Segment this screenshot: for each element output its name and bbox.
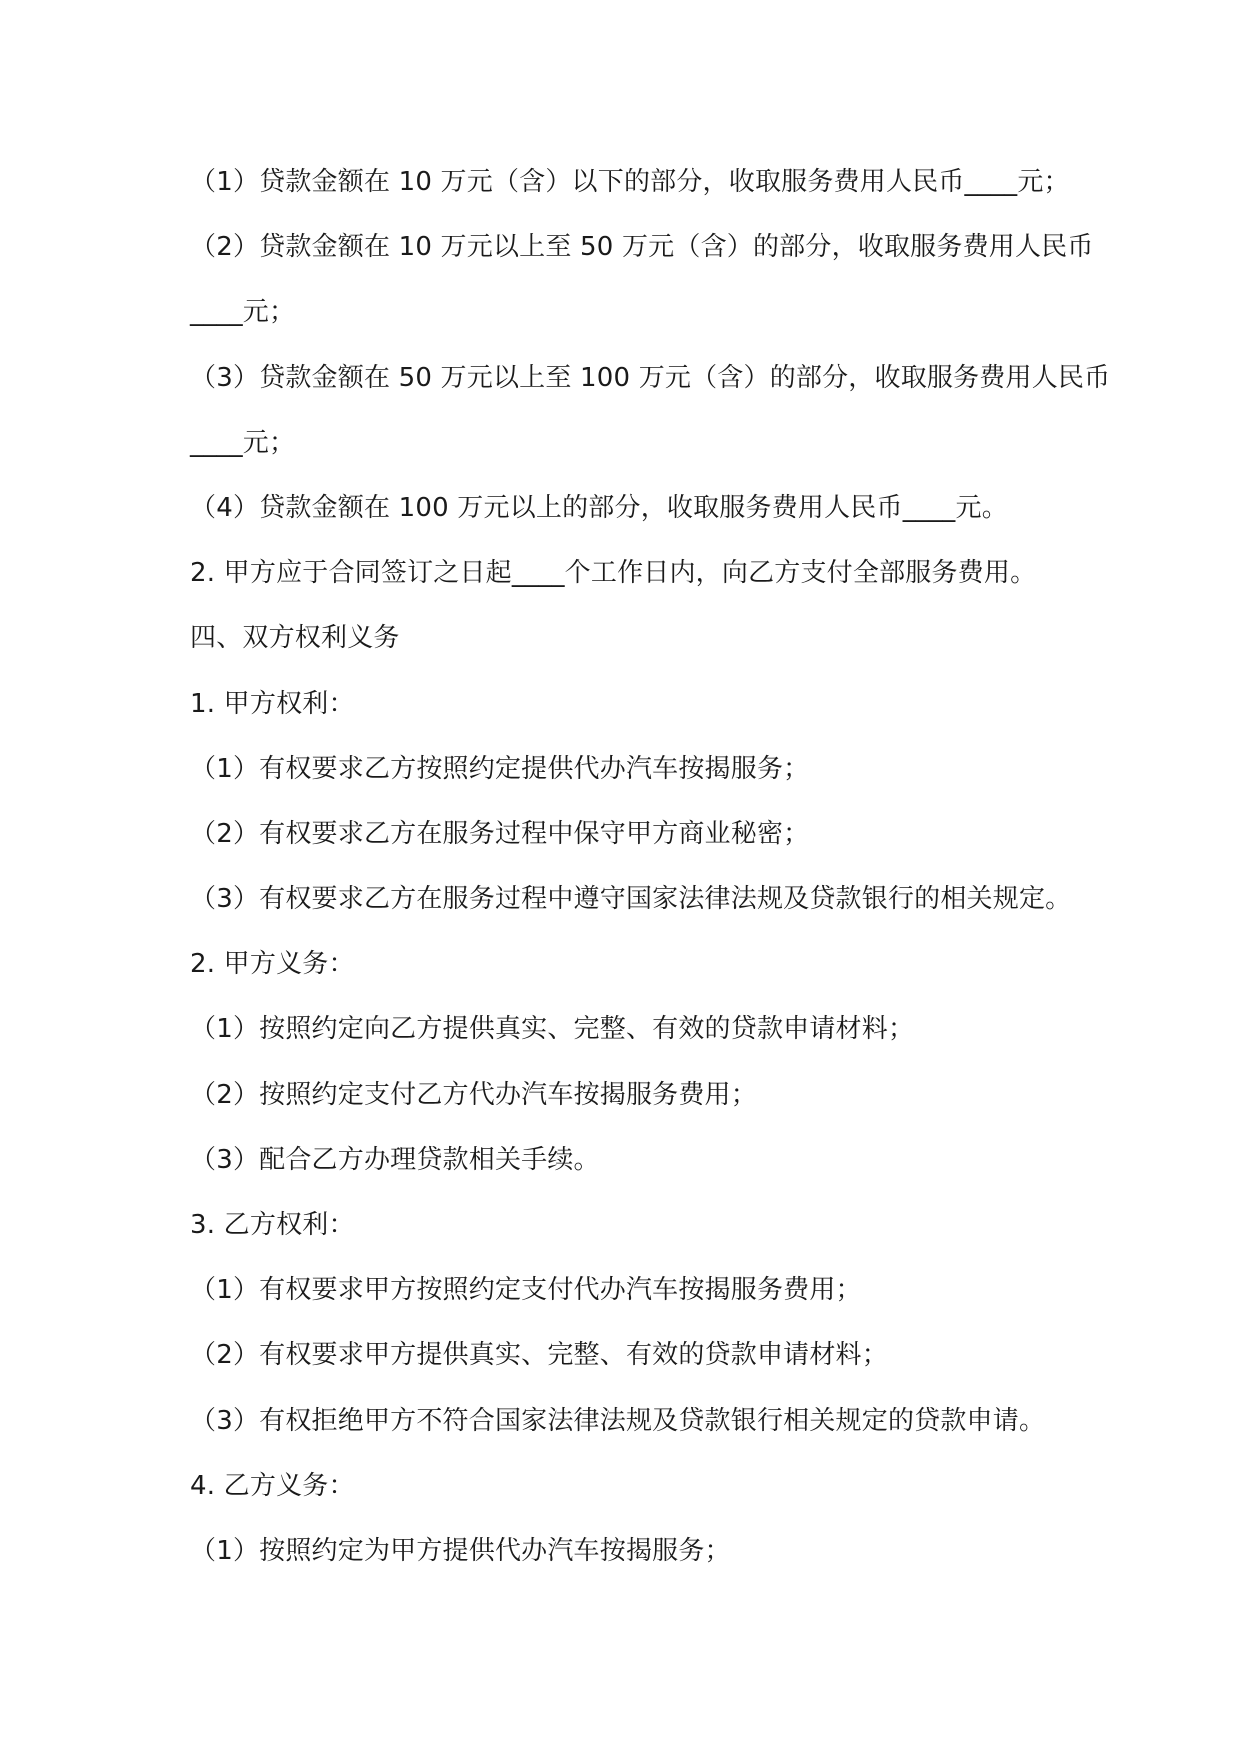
party-b-rights-heading: 3. 乙方权利：: [190, 1210, 355, 1240]
party-a-obligations-heading: 2. 甲方义务：: [190, 949, 355, 980]
party-b-right-1: （1）有权要求甲方按照约定支付代办汽车按揭服务费用；: [190, 1275, 862, 1306]
fee-tier-4: （4）贷款金额在 100 万元以上的部分，收取服务费用人民币____元。: [190, 492, 1008, 523]
party-a-obligation-1: （1）按照约定向乙方提供真实、完整、有效的贷款申请材料；: [190, 1014, 915, 1045]
party-a-right-2: （2）有权要求乙方在服务过程中保守甲方商业秘密；: [190, 818, 810, 849]
party-b-obligation-1: （1）按照约定为甲方提供代办汽车按揭服务；: [190, 1535, 731, 1566]
party-b-obligations-heading: 4. 乙方义务：: [190, 1470, 355, 1501]
fee-tier-3-continued: ____元；: [190, 427, 296, 458]
party-b-right-2: （2）有权要求甲方提供真实、完整、有效的贷款申请材料；: [190, 1340, 888, 1371]
fee-tier-2: （2）贷款金额在 10 万元以上至 50 万元（含）的部分，收取服务费用人民币: [190, 232, 1094, 263]
section-heading-rights-obligations: 四、双方权利义务: [190, 623, 400, 654]
fee-tier-3: （3）贷款金额在 50 万元以上至 100 万元（含）的部分，收取服务费用人民币: [190, 362, 1111, 393]
fee-tier-1: （1）贷款金额在 10 万元（含）以下的部分，收取服务费用人民币____元；: [190, 167, 1070, 197]
party-a-obligation-2: （2）按照约定支付乙方代办汽车按揭服务费用；: [190, 1079, 757, 1110]
party-a-right-3: （3）有权要求乙方在服务过程中遵守国家法律法规及贷款银行的相关规定。: [190, 884, 1072, 915]
party-b-right-3: （3）有权拒绝甲方不符合国家法律法规及贷款银行相关规定的贷款申请。: [190, 1405, 1046, 1436]
party-a-obligation-3: （3）配合乙方办理贷款相关手续。: [190, 1144, 600, 1175]
party-a-right-1: （1）有权要求乙方按照约定提供代办汽车按揭服务；: [190, 753, 810, 784]
payment-term: 2. 甲方应于合同签订之日起____个工作日内，向乙方支付全部服务费用。: [190, 558, 1037, 589]
fee-tier-2-continued: ____元；: [190, 297, 296, 328]
party-a-rights-heading: 1. 甲方权利：: [190, 688, 355, 719]
document-body: [190, 158, 1111, 1592]
